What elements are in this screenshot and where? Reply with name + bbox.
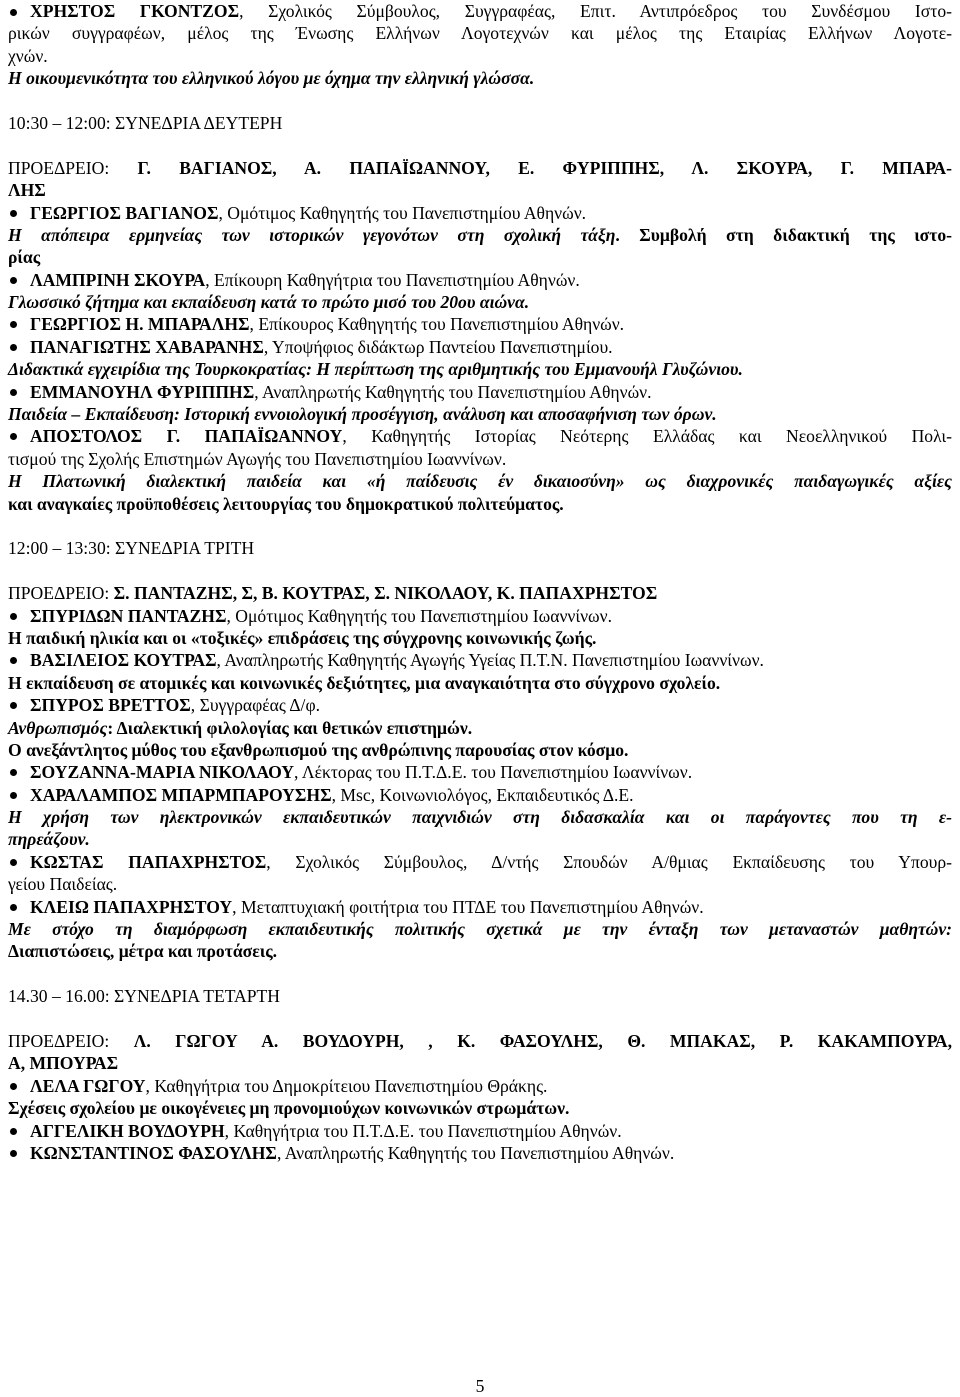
bullet-icon — [10, 321, 17, 328]
talk-title: Παιδεία – Εκπαίδευση: Ιστορική εννοιολογική προσέγγιση, ανάλυση και αποσαφήνιση των όρων. — [8, 404, 717, 425]
chair-line — [8, 157, 952, 179]
chair-names: Σ. ΠΑΝΤΑΖΗΣ, Σ, Β. ΚΟΥΤΡΑΣ, Σ. ΝΙΚΟΛΑΟΥ, Κ. ΠΑΠΑΧΡΗΣΤΟΣ — [113, 583, 658, 604]
chair-label: ΠΡΟΕΔΡΕΙΟ: — [8, 1030, 134, 1051]
bullet-icon — [10, 613, 17, 620]
bullet-icon — [10, 904, 17, 911]
bullet-icon — [10, 859, 17, 866]
speaker-name: ΑΠΟΣΤΟΛΟΣ Γ. ΠΑΠΑΪΩΑΝΝΟΥ — [30, 426, 343, 447]
speaker-role: , Αναπληρωτής Καθηγητής Αγωγής Υγείας Π.Τ.Ν. Πανεπιστημίου Ιωαννίνων. — [216, 650, 764, 671]
speaker-role-cont: ρικών συγγραφέων, μέλος της Ένωσης Ελλήνων Λογοτεχνών και μέλος της Εταιρίας Ελλήνων Λογοτε- — [8, 23, 952, 44]
speaker-role: , Επίκουρος Καθηγητής του Πανεπιστημίου Αθηνών. — [249, 314, 625, 335]
document-page — [8, 0, 952, 1164]
speaker-name: ΣΠΥΡΟΣ ΒΡΕΤΤΟΣ — [30, 695, 191, 716]
speaker-entry — [8, 202, 952, 224]
bullet-icon — [10, 433, 17, 440]
talk-title: Διδακτικά εγχειρίδια της Τουρκοκρατίας: Η περίπτωση της αριθμητικής του Εμμανουήλ Γλυζώνιου. — [8, 359, 743, 380]
speaker-role-cont: τισμού της Σχολής Επιστημών Αγωγής του Πανεπιστημίου Ιωαννίνων. — [8, 448, 507, 469]
chair-names: Γ. ΒΑΓΙΑΝΟΣ, Α. ΠΑΠΑΪΩΑΝΝΟΥ, Ε. ΦΥΡΙΠΠΗΣ, Λ. ΣΚΟΥΡΑ, Γ. ΜΠΑΡΑ- — [137, 157, 953, 178]
chair-line — [8, 1030, 952, 1052]
bullet-icon — [10, 210, 17, 217]
speaker-role-cont: χνών. — [8, 45, 48, 66]
page-number: 5 — [475, 1376, 485, 1396]
speaker-entry — [8, 1075, 952, 1097]
chair-names-cont: ΛΗΣ — [8, 180, 46, 201]
speaker-name: ΠΑΝΑΓΙΩΤΗΣ ΧΑΒΑΡΑΝΗΣ — [30, 336, 264, 357]
talk-title-cont: ρίας — [8, 247, 41, 268]
speaker-name: ΚΩΝΣΤΑΝΤΙΝΟΣ ΦΑΣΟΥΛΗΣ — [30, 1142, 277, 1163]
speaker-entry — [8, 784, 952, 806]
bullet-icon — [10, 1150, 17, 1157]
bullet-icon — [10, 344, 17, 351]
speaker-role: , Αναπληρωτής Καθηγητής του Πανεπιστημίου Αθηνών. — [254, 381, 652, 402]
speaker-name: ΚΩΣΤΑΣ ΠΑΠΑΧΡΗΣΤΟΣ — [30, 851, 267, 872]
talk-title-cont: πηρεάζουν. — [8, 829, 90, 850]
speaker-name: ΧΡΗΣΤΟΣ ΓΚΟΝΤΖΟΣ — [30, 1, 240, 21]
speaker-name: ΓΕΩΡΓΙΟΣ Η. ΜΠΑΡΑΛΗΣ — [30, 314, 250, 335]
speaker-name: ΒΑΣΙΛΕΙΟΣ ΚΟΥΤΡΑΣ — [30, 650, 217, 671]
chair-label: ΠΡΟΕΔΡΕΙΟ: — [8, 157, 138, 178]
bullet-icon — [10, 9, 17, 16]
talk-title: Η οικουμενικότητα του ελληνικού λόγου με όχημα την ελληνική γλώσσα. — [8, 68, 535, 89]
speaker-role: , Επίκουρη Καθηγήτρια του Πανεπιστημίου Αθηνών. — [205, 269, 580, 290]
speaker-role-cont: γείου Παιδείας. — [8, 874, 118, 895]
speaker-entry — [8, 1120, 952, 1142]
speaker-role: , Ομότιμος Καθηγητής του Πανεπιστημίου Αθηνών. — [218, 202, 587, 223]
speaker-name: ΛΑΜΠΡΙΝΗ ΣΚΟΥΡΑ — [30, 269, 206, 290]
speaker-role: , Καθηγητής Ιστορίας Νεότερης Ελλάδας και Νεοελληνικού Πολι- — [342, 426, 952, 447]
bullet-icon — [10, 389, 17, 396]
session-heading: 12:00 – 13:30: ΣΥΝΕΔΡΙΑ ΤΡΙΤΗ — [8, 538, 255, 559]
speaker-role: , Ομότιμος Καθηγητής του Πανεπιστημίου Ιωαννίνων. — [226, 605, 612, 626]
talk-title: Η Πλατωνική διαλεκτική παιδεία και «ή παίδευσις έν δικαιοσύνη» ως διαχρονικές παιδαγωγικές αξίες — [8, 471, 952, 492]
bullet-icon — [10, 277, 17, 284]
talk-title: Η εκπαίδευση σε ατομικές και κοινωνικές δεξιότητες, μια αναγκαιότητα στο σύγχρονο σχολείο. — [8, 672, 721, 693]
chair-label: ΠΡΟΕΔΡΕΙΟ: — [8, 583, 114, 604]
talk-title: Ο ανεξάντλητος μύθος του εξανθρωπισμού της ανθρώπινης παρουσίας στον κόσμο. — [8, 739, 629, 760]
bullet-icon — [10, 702, 17, 709]
speaker-name: ΧΑΡΑΛΑΜΠΟΣ ΜΠΑΡΜΠΑΡΟΥΣΗΣ — [30, 784, 332, 805]
speaker-entry — [8, 425, 952, 447]
speaker-entry — [8, 381, 952, 403]
speaker-role: , Συγγραφέας Δ/φ. — [190, 695, 321, 716]
speaker-name: ΕΜΜΑΝΟΥΗΛ ΦΥΡΙΠΠΗΣ — [30, 381, 255, 402]
speaker-entry — [8, 761, 952, 783]
speaker-role: , Λέκτορας του Π.Τ.Δ.Ε. του Πανεπιστημίου Ιωαννίνων. — [294, 762, 693, 783]
speaker-name: ΣΟΥΖΑΝΝΑ-ΜΑΡΙΑ ΝΙΚΟΛΑΟΥ — [30, 762, 294, 783]
chair-line — [8, 582, 952, 604]
speaker-role: , Υποψήφιος διδάκτωρ Παντείου Πανεπιστημίου. — [263, 336, 613, 357]
speaker-name: ΛΕΛΑ ΓΩΓΟΥ — [30, 1075, 146, 1096]
talk-title: Με στόχο τη διαμόρφωση εκπαιδευτικής πολιτικής σχετικά με την ένταξη των μεταναστών μαθητών: — [8, 919, 952, 940]
speaker-entry — [8, 649, 952, 671]
speaker-entry — [8, 269, 952, 291]
speaker-role: , Σχολικός Σύμβουλος, Δ/ντής Σπουδών Α/θμιας Εκπαίδευσης του Υπουρ- — [266, 851, 952, 872]
talk-title: Η απόπειρα ερμηνείας των ιστορικών γεγονότων στη σχολική τάξη. Συμβολή στη διδακτική της ιστο- — [8, 224, 953, 245]
talk-title: Η παιδική ηλικία και οι «τοξικές» επιδράσεις της σύγχρονης κοινωνικής ζωής. — [8, 627, 597, 648]
speaker-entry — [8, 851, 952, 873]
talk-title-cont: και αναγκαίες προϋποθέσεις λειτουργίας του δημοκρατικού πολιτεύματος. — [8, 493, 564, 514]
chair-names-cont: Α, ΜΠΟΥΡΑΣ — [8, 1053, 119, 1074]
bullet-icon — [10, 769, 17, 776]
bullet-icon — [10, 792, 17, 799]
speaker-role: , Καθηγήτρια του Δημοκρίτειου Πανεπιστημίου Θράκης. — [145, 1075, 548, 1096]
speaker-role: , Αναπληρωτής Καθηγητής του Πανεπιστημίου Αθηνών. — [276, 1142, 675, 1163]
speaker-name: ΚΛΕΙΩ ΠΑΠΑΧΡΗΣΤΟΥ — [30, 896, 233, 917]
speaker-name: ΓΕΩΡΓΙΟΣ ΒΑΓΙΑΝΟΣ — [30, 202, 219, 223]
speaker-entry — [8, 605, 952, 627]
chair-names: Λ. ΓΩΓΟΥ Α. ΒΟΥΔΟΥΡΗ, , Κ. ΦΑΣΟΥΛΗΣ, Θ. ΜΠΑΚΑΣ, Ρ. ΚΑΚΑΜΠΟΥΡΑ, — [133, 1030, 952, 1051]
talk-title-cont: Διαπιστώσεις, μέτρα και προτάσεις. — [8, 941, 278, 962]
speaker-role: , Msc, Κοινωνιολόγος, Εκπαιδευτικός Δ.Ε. — [331, 784, 634, 805]
speaker-entry — [8, 694, 952, 716]
session-heading: 10:30 – 12:00: ΣΥΝΕΔΡΙΑ ΔΕΥΤΕΡΗ — [8, 112, 283, 133]
talk-title: Η χρήση των ηλεκτρονικών εκπαιδευτικών παιχνιδιών στη διδασκαλία και οι παράγοντες που τη ε- — [8, 807, 952, 828]
bullet-icon — [10, 1083, 17, 1090]
talk-title: Σχέσεις σχολείου με οικογένειες μη προνομιούχων κοινωνικών στρωμάτων. — [8, 1098, 570, 1119]
speaker-entry — [8, 313, 952, 335]
speaker-entry — [8, 896, 952, 918]
bullet-icon — [10, 657, 17, 664]
talk-title: Γλωσσικό ζήτημα και εκπαίδευση κατά το πρώτο μισό του 20ου αιώνα. — [8, 292, 530, 313]
speaker-name: ΑΓΓΕΛΙΚΗ ΒΟΥΔΟΥΡΗ — [30, 1120, 225, 1141]
speaker-role: , Μεταπτυχιακή φοιτήτρια του ΠΤΔΕ του Πανεπιστημίου Αθηνών. — [232, 896, 704, 917]
session-heading: 14.30 – 16.00: ΣΥΝΕΔΡΙΑ ΤΕΤΑΡΤΗ — [8, 986, 280, 1007]
bullet-icon — [10, 1128, 17, 1135]
speaker-entry — [8, 0, 952, 22]
speaker-entry — [8, 1142, 952, 1164]
speaker-role: , Καθηγήτρια του Π.Τ.Δ.Ε. του Πανεπιστημίου Αθηνών. — [224, 1120, 622, 1141]
speaker-role: , Σχολικός Σύμβουλος, Συγγραφέας, Επιτ. Αντιπρόεδρος του Συνδέσμου Ιστο- — [239, 1, 952, 21]
speaker-entry — [8, 336, 952, 358]
talk-title: Ανθρωπισμός: Διαλεκτική φιλολογίας και θετικών επιστημών. — [8, 717, 473, 738]
speaker-name: ΣΠΥΡΙΔΩΝ ΠΑΝΤΑΖΗΣ — [30, 605, 227, 626]
